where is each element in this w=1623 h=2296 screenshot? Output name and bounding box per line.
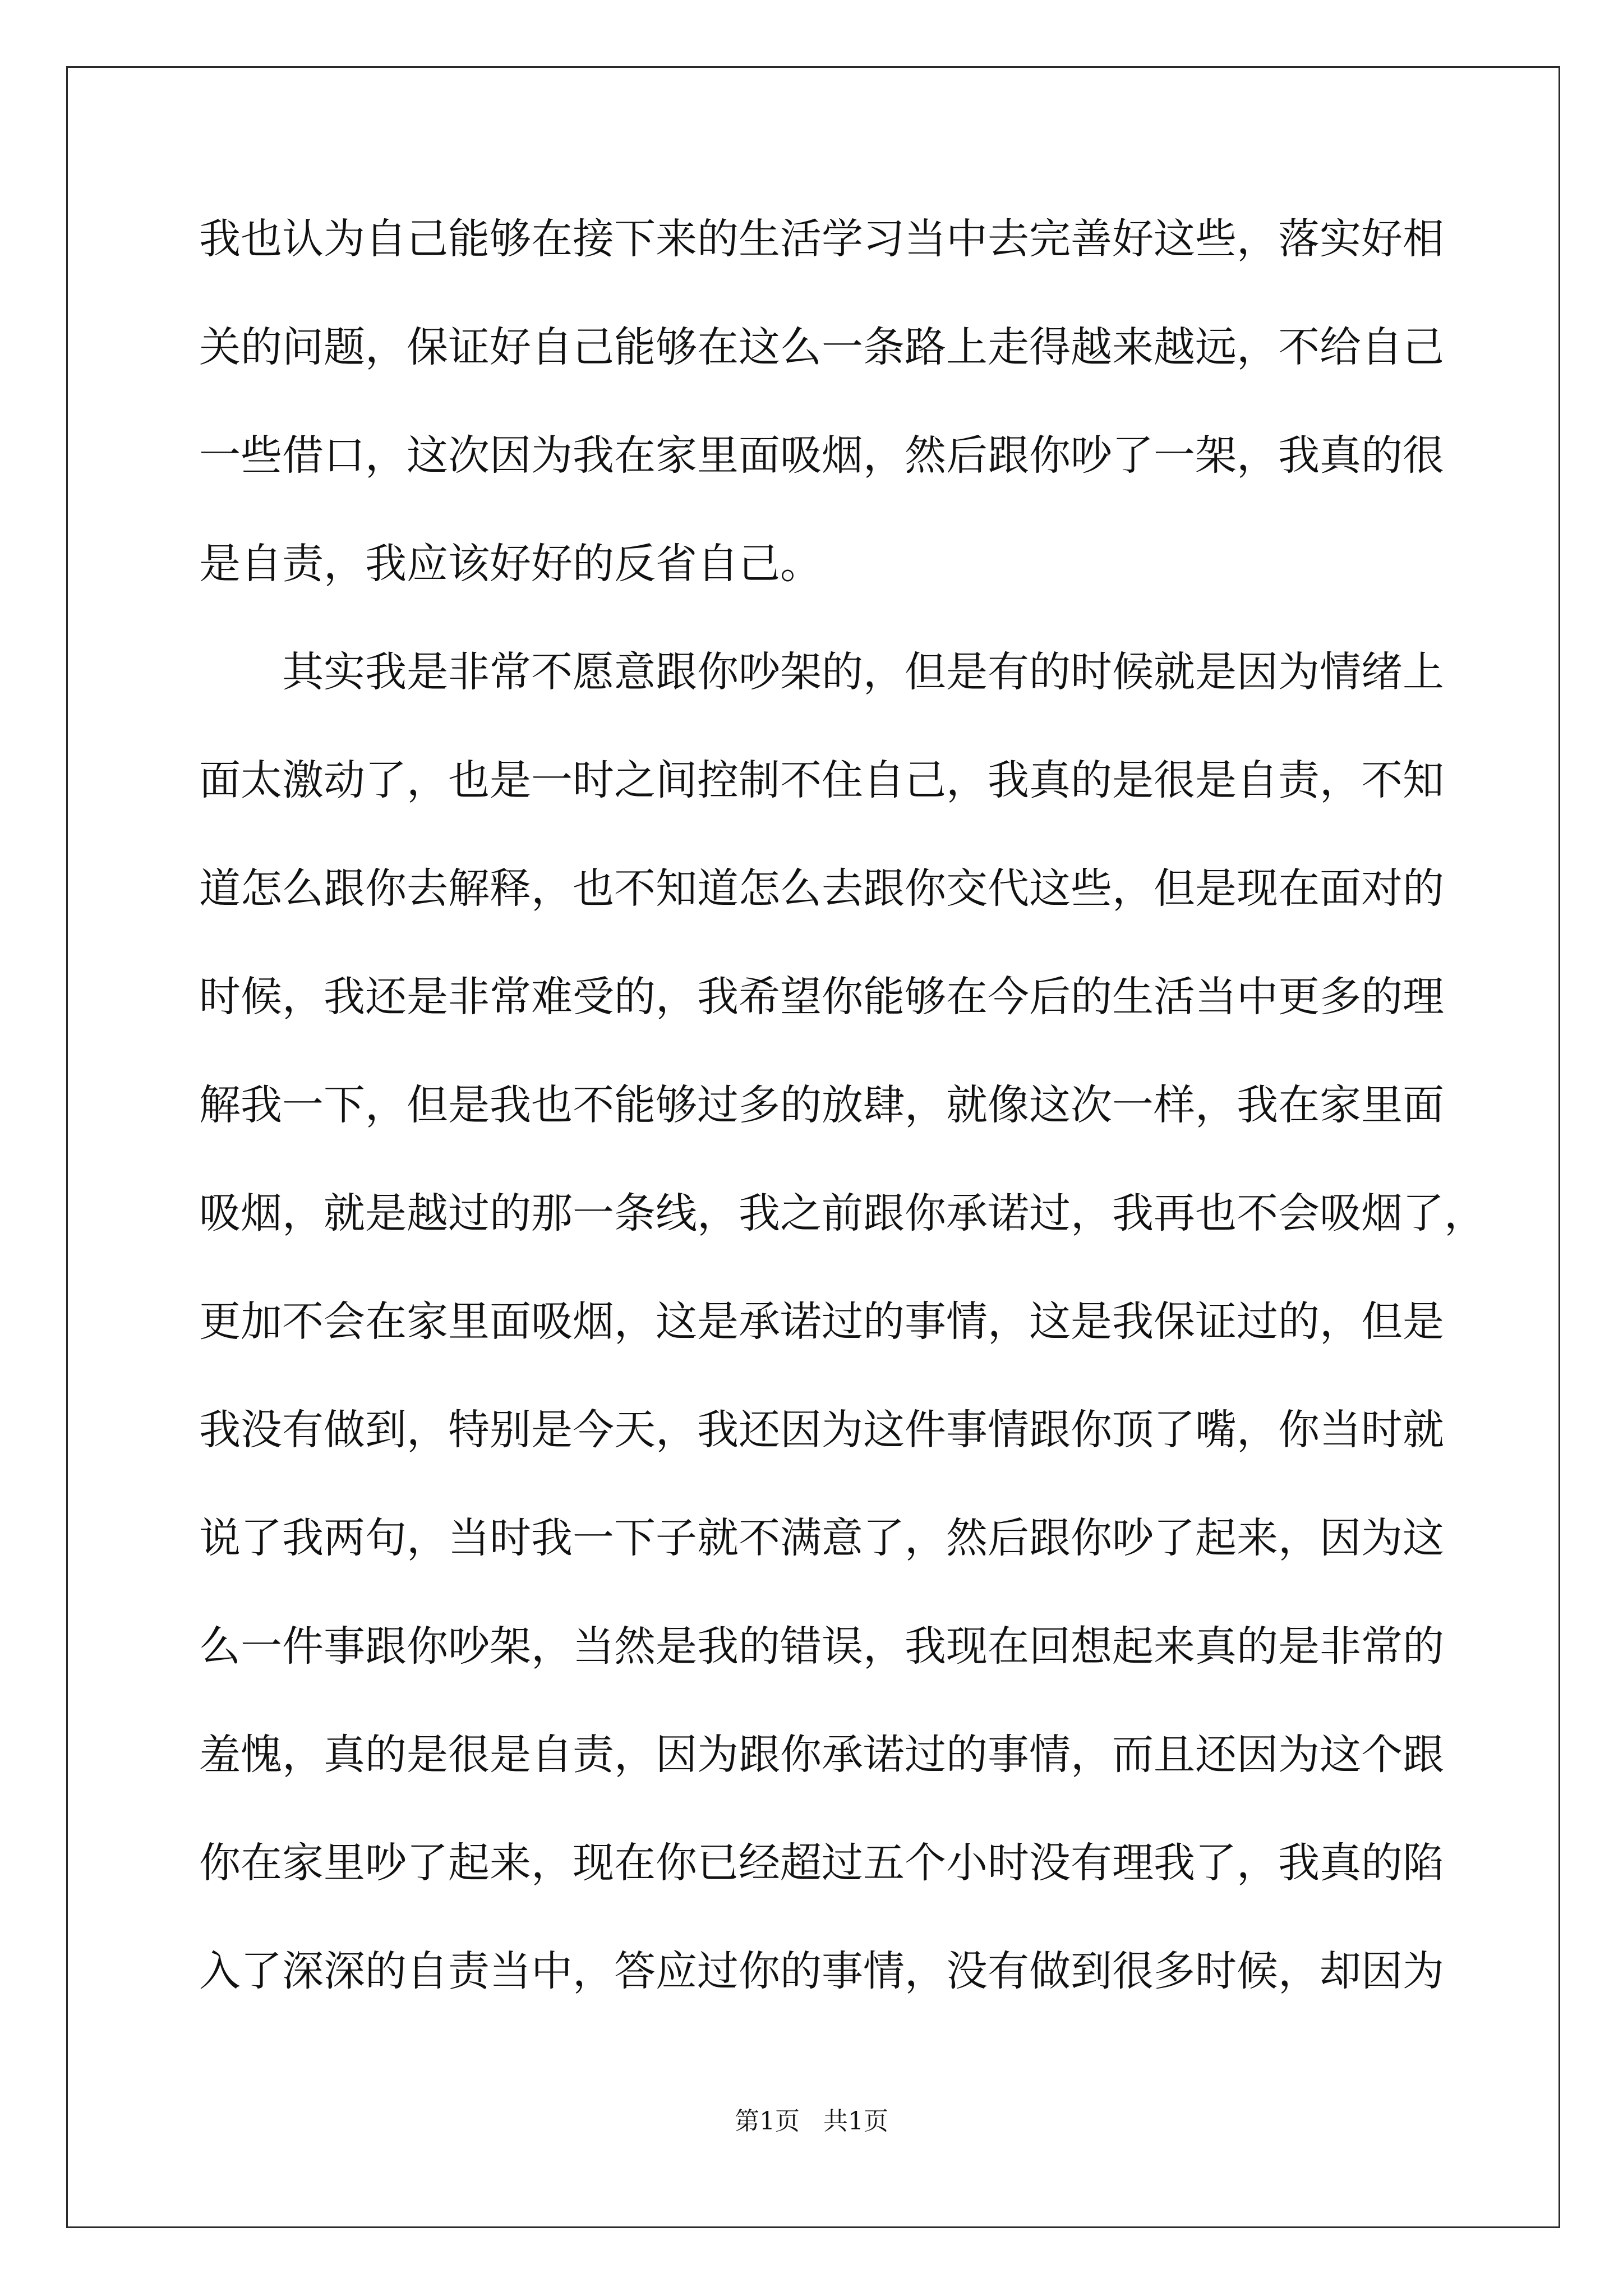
text-line: 其实我是非常不愿意跟你吵架的，但是有的时候就是因为情绪上 xyxy=(282,648,1444,696)
text-line: 更加不会在家里面吸烟，这是承诺过的事情，这是我保证过的，但是 xyxy=(199,1297,1444,1346)
text-line: 么一件事跟你吵架，当然是我的错误，我现在回想起来真的是非常的 xyxy=(199,1622,1444,1671)
text-line: 关的问题，保证好自己能够在这么一条路上走得越来越远，不给自己 xyxy=(199,323,1444,371)
page-footer: 第1页 共1页 xyxy=(735,2107,888,2136)
text-line: 羞愧，真的是很是自责，因为跟你承诺过的事情，而且还因为这个跟 xyxy=(199,1731,1444,1779)
document-body xyxy=(199,185,1486,2026)
text-line: 是自责，我应该好好的反省自己。 xyxy=(199,540,822,588)
text-line: 面太激动了，也是一时之间控制不住自己，我真的是很是自责，不知 xyxy=(199,756,1444,804)
text-line: 时候，我还是非常难受的，我希望你能够在今后的生活当中更多的理 xyxy=(199,973,1444,1021)
text-line: 说了我两句，当时我一下子就不满意了，然后跟你吵了起来，因为这 xyxy=(199,1514,1444,1562)
paragraph-2 xyxy=(199,618,1486,2026)
text-line: 我没有做到，特别是今天，我还因为这件事情跟你顶了嘴，你当时就 xyxy=(199,1406,1444,1454)
text-line: 我也认为自己能够在接下来的生活学习当中去完善好这些，落实好相 xyxy=(199,215,1444,263)
text-line: 解我一下，但是我也不能够过多的放肆，就像这次一样，我在家里面 xyxy=(199,1081,1444,1129)
text-line: 你在家里吵了起来，现在你已经超过五个小时没有理我了，我真的陷 xyxy=(199,1839,1444,1887)
text-line: 道怎么跟你去解释，也不知道怎么去跟你交代这些，但是现在面对的 xyxy=(199,864,1444,913)
text-line: 入了深深的自责当中，答应过你的事情，没有做到很多时候，却因为 xyxy=(199,1947,1444,1995)
text-line: 吸烟，就是越过的那一条线，我之前跟你承诺过，我再也不会吸烟了， xyxy=(199,1189,1486,1237)
paragraph-1 xyxy=(199,185,1444,618)
text-line: 一些借口，这次因为我在家里面吸烟，然后跟你吵了一架，我真的很 xyxy=(199,431,1444,480)
